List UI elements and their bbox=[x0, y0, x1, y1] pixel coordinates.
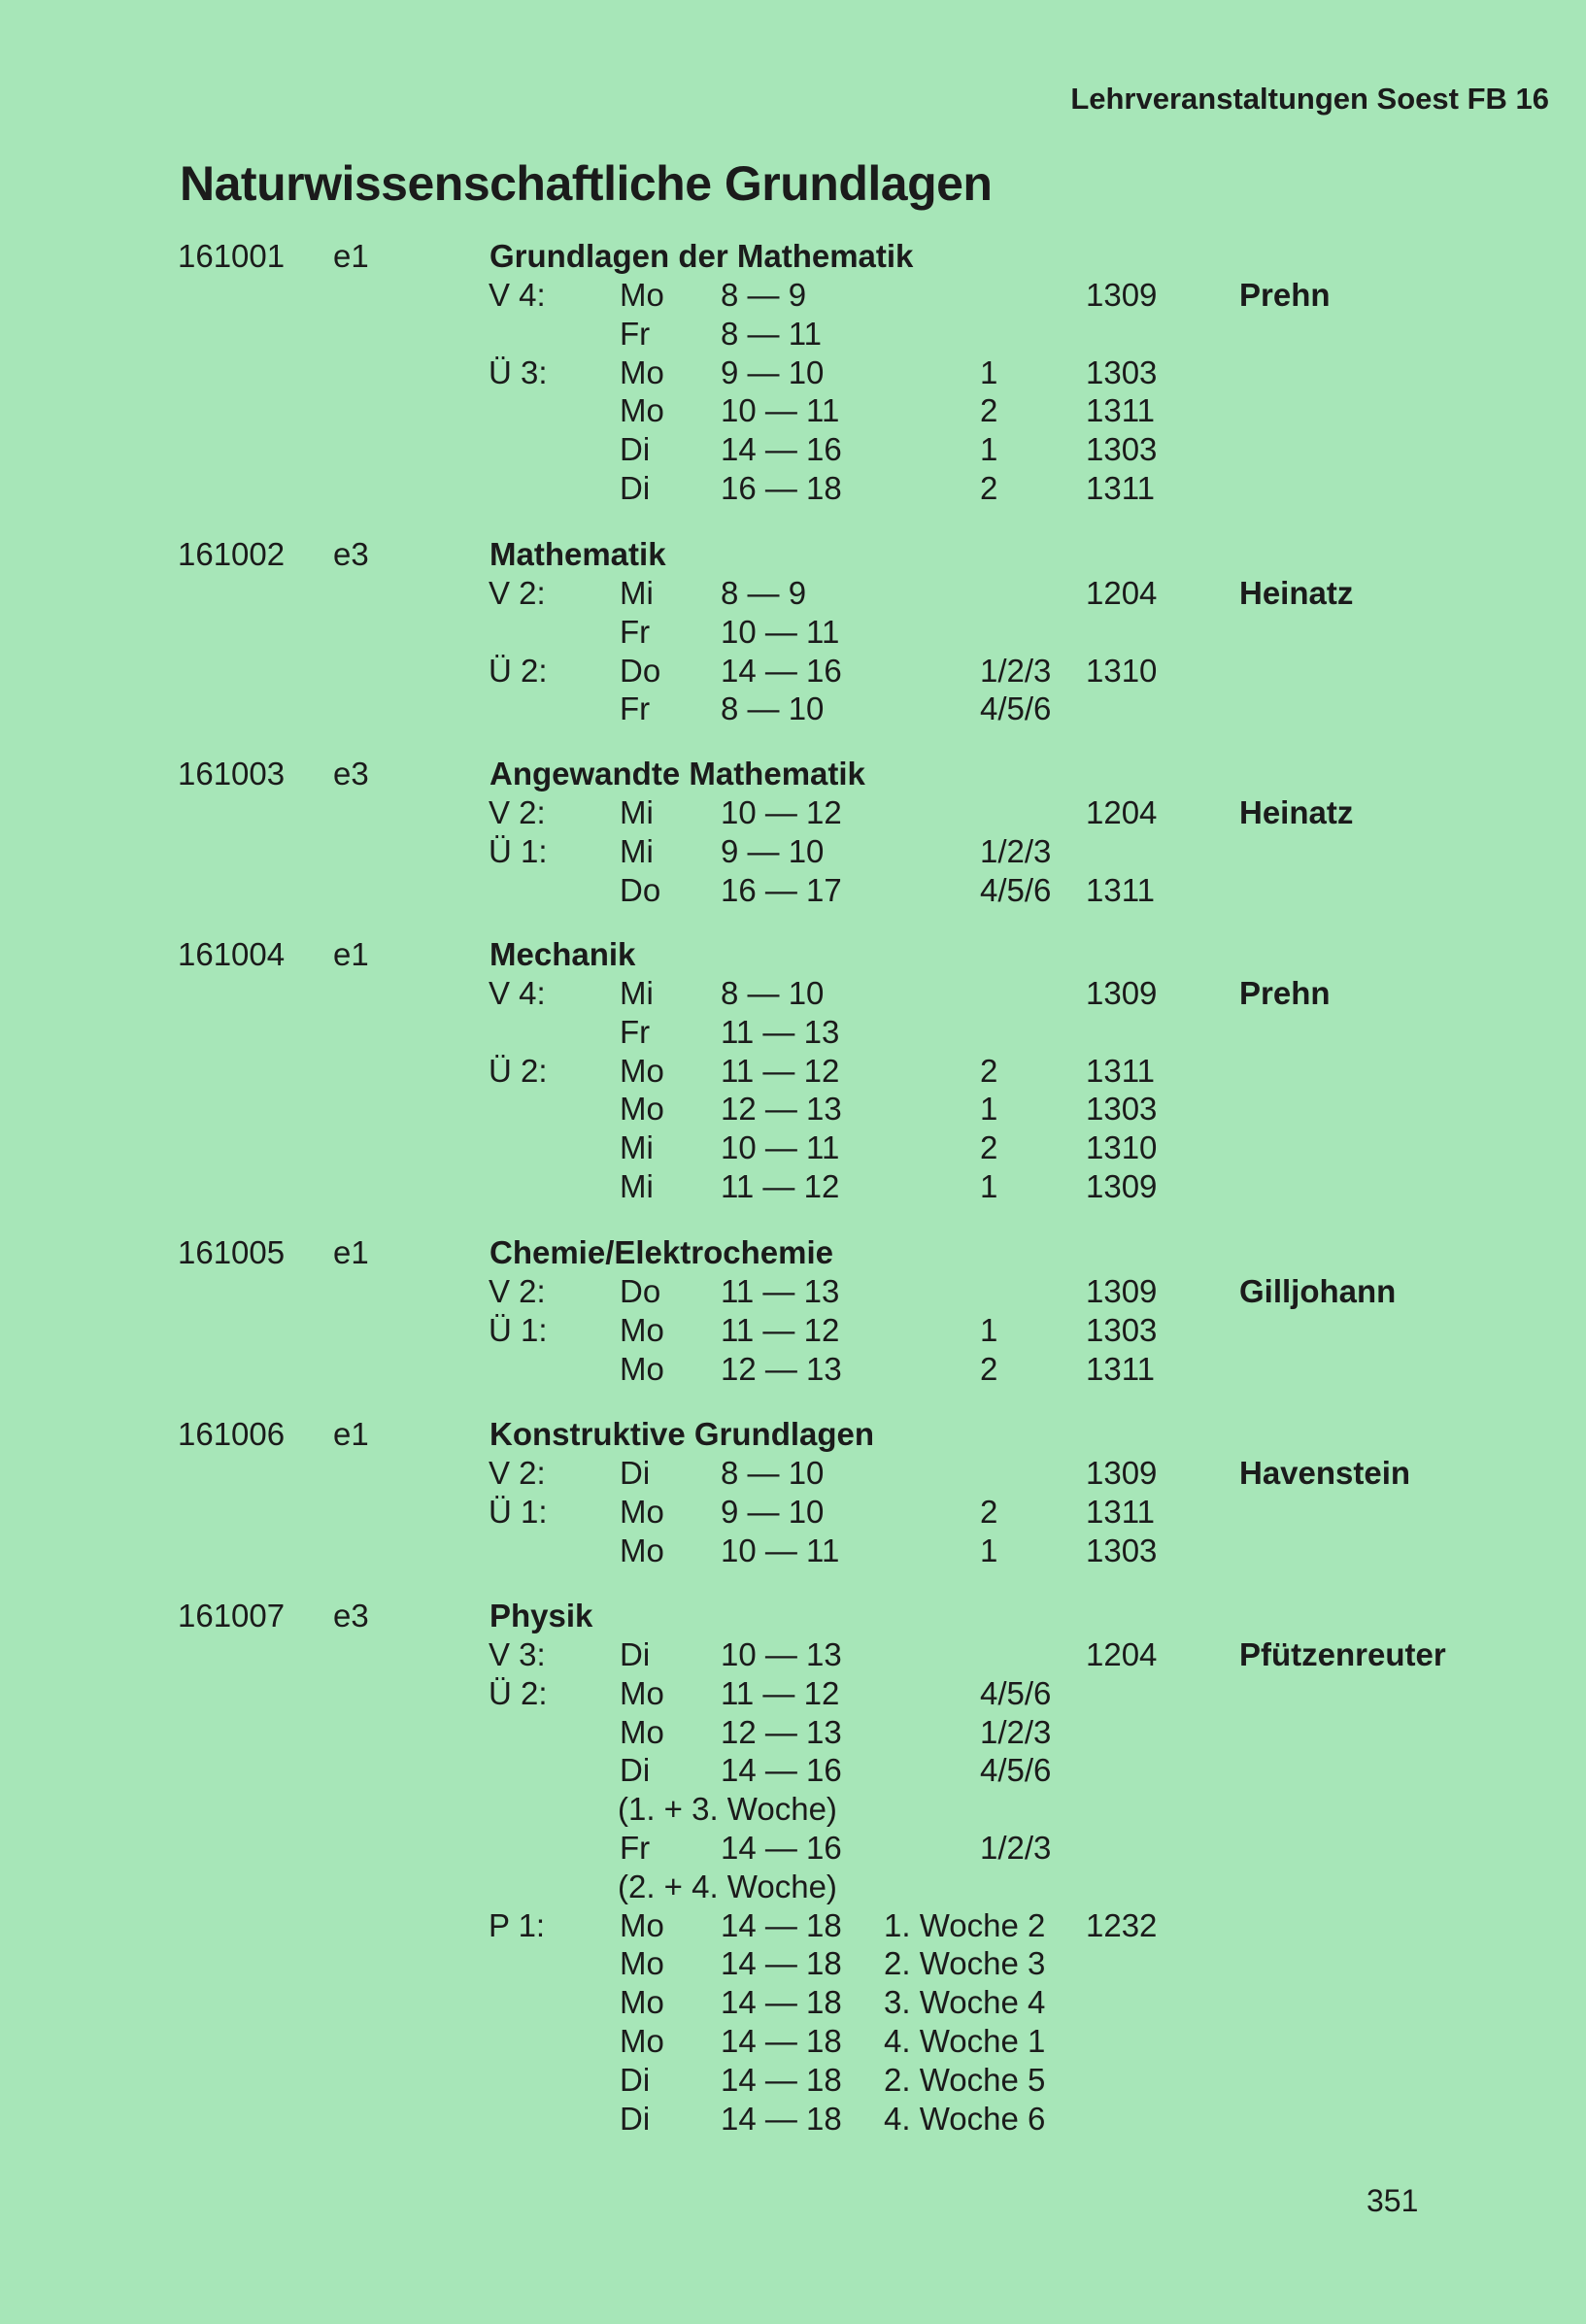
schedule-row bbox=[0, 1014, 1586, 1053]
schedule-row bbox=[0, 575, 1586, 614]
week-group: 3. Woche 4 bbox=[884, 1984, 1046, 2021]
group-number: 2 bbox=[980, 1052, 998, 1089]
room-number: 1204 bbox=[1086, 1636, 1158, 1672]
room-number: 1311 bbox=[1086, 1052, 1155, 1089]
time-range: 14 — 18 bbox=[721, 1906, 842, 1943]
weekday: Fr bbox=[620, 613, 651, 650]
time-range: 14 — 16 bbox=[721, 652, 842, 689]
session-type: P 1: bbox=[489, 1906, 546, 1943]
group-number: 2 bbox=[980, 1493, 998, 1530]
weekday: Di bbox=[620, 470, 651, 506]
schedule-row bbox=[0, 1830, 1586, 1869]
session-type: Ü 3: bbox=[489, 354, 548, 390]
schedule-row bbox=[0, 1312, 1586, 1351]
group-number: 1 bbox=[980, 1311, 998, 1348]
room-number: 1232 bbox=[1086, 1906, 1158, 1943]
course-type: e1 bbox=[333, 238, 369, 274]
course-name: Physik bbox=[489, 1598, 593, 1634]
weekday: Do bbox=[620, 871, 661, 908]
session-type: V 4: bbox=[489, 277, 546, 313]
schedule-row bbox=[0, 653, 1586, 691]
course-id: 161006 bbox=[178, 1416, 286, 1452]
course-instructor: Prehn bbox=[1239, 277, 1331, 313]
course-name: Konstruktive Grundlagen bbox=[489, 1416, 875, 1452]
weekday: Mo bbox=[620, 1052, 664, 1089]
schedule-row bbox=[0, 872, 1586, 911]
group-number: 4/5/6 bbox=[980, 871, 1052, 908]
schedule-row bbox=[0, 2101, 1586, 2139]
session-type: V 2: bbox=[489, 1455, 546, 1491]
schedule-row bbox=[0, 1129, 1586, 1168]
time-range: 16 — 18 bbox=[721, 470, 842, 506]
course-instructor: Prehn bbox=[1239, 975, 1331, 1011]
course-id: 161005 bbox=[178, 1234, 286, 1270]
schedule-note: (1. + 3. Woche) bbox=[618, 1791, 837, 1828]
time-range: 14 — 18 bbox=[721, 1984, 842, 2021]
course-id: 161003 bbox=[178, 756, 286, 792]
time-range: 8 — 10 bbox=[721, 690, 825, 727]
session-type: V 2: bbox=[489, 575, 546, 611]
schedule-row bbox=[0, 1455, 1586, 1494]
schedule-row bbox=[0, 1168, 1586, 1207]
weekday: Mi bbox=[620, 1168, 654, 1204]
schedule-row bbox=[0, 392, 1586, 431]
schedule-row bbox=[0, 1532, 1586, 1571]
course-instructor: Havenstein bbox=[1239, 1455, 1411, 1491]
group-number: 1/2/3 bbox=[980, 1830, 1052, 1866]
session-type: Ü 1: bbox=[489, 1311, 548, 1348]
weekday: Mo bbox=[620, 277, 664, 313]
schedule-note: (2. + 4. Woche) bbox=[618, 1868, 837, 1904]
weekday: Di bbox=[620, 1752, 651, 1789]
weekday: Di bbox=[620, 1636, 651, 1672]
course-type: e1 bbox=[333, 936, 369, 972]
weekday: Di bbox=[620, 1455, 651, 1491]
schedule-row bbox=[0, 1351, 1586, 1390]
weekday: Do bbox=[620, 652, 661, 689]
group-number: 4/5/6 bbox=[980, 1752, 1052, 1789]
schedule-row bbox=[0, 1273, 1586, 1312]
schedule-row bbox=[0, 1752, 1586, 1791]
weekday: Fr bbox=[620, 1013, 651, 1050]
group-number: 2 bbox=[980, 1350, 998, 1387]
weekday: Di bbox=[620, 2061, 651, 2098]
weekday: Do bbox=[620, 1273, 661, 1309]
course-id: 161001 bbox=[178, 238, 286, 274]
time-range: 14 — 18 bbox=[721, 2100, 842, 2137]
room-number: 1303 bbox=[1086, 1311, 1158, 1348]
group-number: 1/2/3 bbox=[980, 652, 1052, 689]
time-range: 11 — 12 bbox=[721, 1168, 840, 1204]
session-type: V 4: bbox=[489, 975, 546, 1011]
session-type: Ü 2: bbox=[489, 652, 548, 689]
schedule-row bbox=[0, 833, 1586, 872]
schedule-row bbox=[0, 1945, 1586, 1984]
schedule-row bbox=[0, 316, 1586, 354]
course-type: e3 bbox=[333, 1598, 369, 1634]
page-number: 351 bbox=[1367, 2183, 1419, 2218]
weekday: Mo bbox=[620, 354, 664, 390]
group-number: 1 bbox=[980, 1532, 998, 1568]
weekday: Mo bbox=[620, 1532, 664, 1568]
course-name: Chemie/Elektrochemie bbox=[489, 1234, 833, 1270]
time-range: 11 — 12 bbox=[721, 1052, 840, 1089]
time-range: 10 — 11 bbox=[721, 392, 840, 429]
course-name: Mechanik bbox=[489, 936, 636, 972]
schedule-row bbox=[0, 1053, 1586, 1092]
room-number: 1204 bbox=[1086, 794, 1158, 830]
schedule-row bbox=[0, 1791, 1586, 1830]
weekday: Mo bbox=[620, 1493, 664, 1530]
room-number: 1311 bbox=[1086, 470, 1155, 506]
weekday: Mo bbox=[620, 1713, 664, 1750]
week-group: 1. Woche 2 bbox=[884, 1906, 1046, 1943]
weekday: Fr bbox=[620, 1830, 651, 1866]
room-number: 1309 bbox=[1086, 277, 1158, 313]
time-range: 8 — 10 bbox=[721, 975, 825, 1011]
week-group: 4. Woche 1 bbox=[884, 2023, 1046, 2059]
room-number: 1204 bbox=[1086, 575, 1158, 611]
time-range: 10 — 11 bbox=[721, 1532, 840, 1568]
room-number: 1303 bbox=[1086, 354, 1158, 390]
time-range: 10 — 13 bbox=[721, 1636, 842, 1672]
session-type: V 3: bbox=[489, 1636, 546, 1672]
room-number: 1303 bbox=[1086, 1091, 1158, 1128]
group-number: 4/5/6 bbox=[980, 690, 1052, 727]
time-range: 14 — 18 bbox=[721, 2023, 842, 2059]
schedule-row bbox=[0, 470, 1586, 509]
session-type: V 2: bbox=[489, 1273, 546, 1309]
group-number: 1 bbox=[980, 431, 998, 468]
schedule-row bbox=[0, 1494, 1586, 1532]
weekday: Mi bbox=[620, 1129, 654, 1166]
course-type: e1 bbox=[333, 1234, 369, 1270]
running-header: Lehrveranstaltungen Soest FB 16 bbox=[1070, 82, 1549, 116]
weekday: Mo bbox=[620, 2023, 664, 2059]
course-id: 161007 bbox=[178, 1598, 286, 1634]
group-number: 2 bbox=[980, 470, 998, 506]
schedule-row bbox=[0, 354, 1586, 393]
schedule-row bbox=[0, 431, 1586, 470]
schedule-row bbox=[0, 1091, 1586, 1129]
schedule-row bbox=[0, 2023, 1586, 2062]
time-range: 9 — 10 bbox=[721, 354, 825, 390]
time-range: 11 — 13 bbox=[721, 1013, 840, 1050]
group-number: 2 bbox=[980, 392, 998, 429]
weekday: Mo bbox=[620, 1350, 664, 1387]
time-range: 14 — 18 bbox=[721, 1945, 842, 1982]
time-range: 12 — 13 bbox=[721, 1713, 842, 1750]
schedule-row bbox=[0, 277, 1586, 316]
course-type: e1 bbox=[333, 1416, 369, 1452]
time-range: 9 — 10 bbox=[721, 1493, 825, 1530]
group-number: 2 bbox=[980, 1129, 998, 1166]
weekday: Di bbox=[620, 431, 651, 468]
weekday: Mo bbox=[620, 1945, 664, 1982]
schedule-row bbox=[0, 2062, 1586, 2101]
weekday: Mi bbox=[620, 794, 654, 830]
time-range: 8 — 9 bbox=[721, 575, 807, 611]
weekday: Fr bbox=[620, 315, 651, 352]
group-number: 1 bbox=[980, 1168, 998, 1204]
course-name: Angewandte Mathematik bbox=[489, 756, 865, 792]
time-range: 11 — 12 bbox=[721, 1674, 840, 1711]
group-number: 1/2/3 bbox=[980, 1713, 1052, 1750]
time-range: 9 — 10 bbox=[721, 832, 825, 869]
weekday: Mo bbox=[620, 1311, 664, 1348]
schedule-row bbox=[0, 690, 1586, 729]
schedule-row bbox=[0, 794, 1586, 833]
time-range: 14 — 16 bbox=[721, 431, 842, 468]
room-number: 1309 bbox=[1086, 975, 1158, 1011]
week-group: 2. Woche 3 bbox=[884, 1945, 1046, 1982]
schedule-row bbox=[0, 614, 1586, 653]
course-id: 161002 bbox=[178, 536, 286, 572]
course-type: e3 bbox=[333, 536, 369, 572]
session-type: Ü 2: bbox=[489, 1674, 548, 1711]
weekday: Fr bbox=[620, 690, 651, 727]
time-range: 12 — 13 bbox=[721, 1350, 842, 1387]
weekday: Mi bbox=[620, 832, 654, 869]
course-instructor: Gilljohann bbox=[1239, 1273, 1397, 1309]
time-range: 16 — 17 bbox=[721, 871, 842, 908]
course-type: e3 bbox=[333, 756, 369, 792]
course-name: Mathematik bbox=[489, 536, 666, 572]
weekday: Mo bbox=[620, 1906, 664, 1943]
time-range: 11 — 13 bbox=[721, 1273, 840, 1309]
time-range: 8 — 11 bbox=[721, 315, 822, 352]
time-range: 12 — 13 bbox=[721, 1091, 842, 1128]
course-instructor: Heinatz bbox=[1239, 575, 1354, 611]
week-group: 2. Woche 5 bbox=[884, 2061, 1046, 2098]
session-type: Ü 1: bbox=[489, 1493, 548, 1530]
room-number: 1303 bbox=[1086, 431, 1158, 468]
group-number: 1 bbox=[980, 1091, 998, 1128]
room-number: 1309 bbox=[1086, 1455, 1158, 1491]
session-type: Ü 2: bbox=[489, 1052, 548, 1089]
room-number: 1310 bbox=[1086, 652, 1158, 689]
time-range: 14 — 16 bbox=[721, 1752, 842, 1789]
schedule-row bbox=[0, 1907, 1586, 1946]
schedule-row bbox=[0, 975, 1586, 1014]
time-range: 14 — 16 bbox=[721, 1830, 842, 1866]
time-range: 10 — 12 bbox=[721, 794, 842, 830]
schedule-row bbox=[0, 1636, 1586, 1675]
weekday: Mi bbox=[620, 575, 654, 611]
time-range: 11 — 12 bbox=[721, 1311, 840, 1348]
page-title: Naturwissenschaftliche Grundlagen bbox=[180, 156, 993, 211]
weekday: Mo bbox=[620, 1674, 664, 1711]
room-number: 1311 bbox=[1086, 1350, 1155, 1387]
time-range: 8 — 9 bbox=[721, 277, 807, 313]
time-range: 14 — 18 bbox=[721, 2061, 842, 2098]
week-group: 4. Woche 6 bbox=[884, 2100, 1046, 2137]
course-name: Grundlagen der Mathematik bbox=[489, 238, 914, 274]
group-number: 4/5/6 bbox=[980, 1674, 1052, 1711]
time-range: 10 — 11 bbox=[721, 1129, 840, 1166]
weekday: Mi bbox=[620, 975, 654, 1011]
group-number: 1/2/3 bbox=[980, 832, 1052, 869]
room-number: 1311 bbox=[1086, 392, 1155, 429]
session-type: V 2: bbox=[489, 794, 546, 830]
weekday: Mo bbox=[620, 392, 664, 429]
course-id: 161004 bbox=[178, 936, 286, 972]
room-number: 1310 bbox=[1086, 1129, 1158, 1166]
room-number: 1309 bbox=[1086, 1273, 1158, 1309]
course-instructor: Heinatz bbox=[1239, 794, 1354, 830]
session-type: Ü 1: bbox=[489, 832, 548, 869]
time-range: 10 — 11 bbox=[721, 613, 840, 650]
weekday: Mo bbox=[620, 1984, 664, 2021]
weekday: Di bbox=[620, 2100, 651, 2137]
schedule-row bbox=[0, 1984, 1586, 2023]
time-range: 8 — 10 bbox=[721, 1455, 825, 1491]
group-number: 1 bbox=[980, 354, 998, 390]
room-number: 1303 bbox=[1086, 1532, 1158, 1568]
room-number: 1309 bbox=[1086, 1168, 1158, 1204]
schedule-row bbox=[0, 1869, 1586, 1907]
room-number: 1311 bbox=[1086, 871, 1155, 908]
room-number: 1311 bbox=[1086, 1493, 1155, 1530]
schedule-row bbox=[0, 1714, 1586, 1753]
weekday: Mo bbox=[620, 1091, 664, 1128]
schedule-row bbox=[0, 1675, 1586, 1714]
course-instructor: Pfützenreuter bbox=[1239, 1636, 1446, 1672]
